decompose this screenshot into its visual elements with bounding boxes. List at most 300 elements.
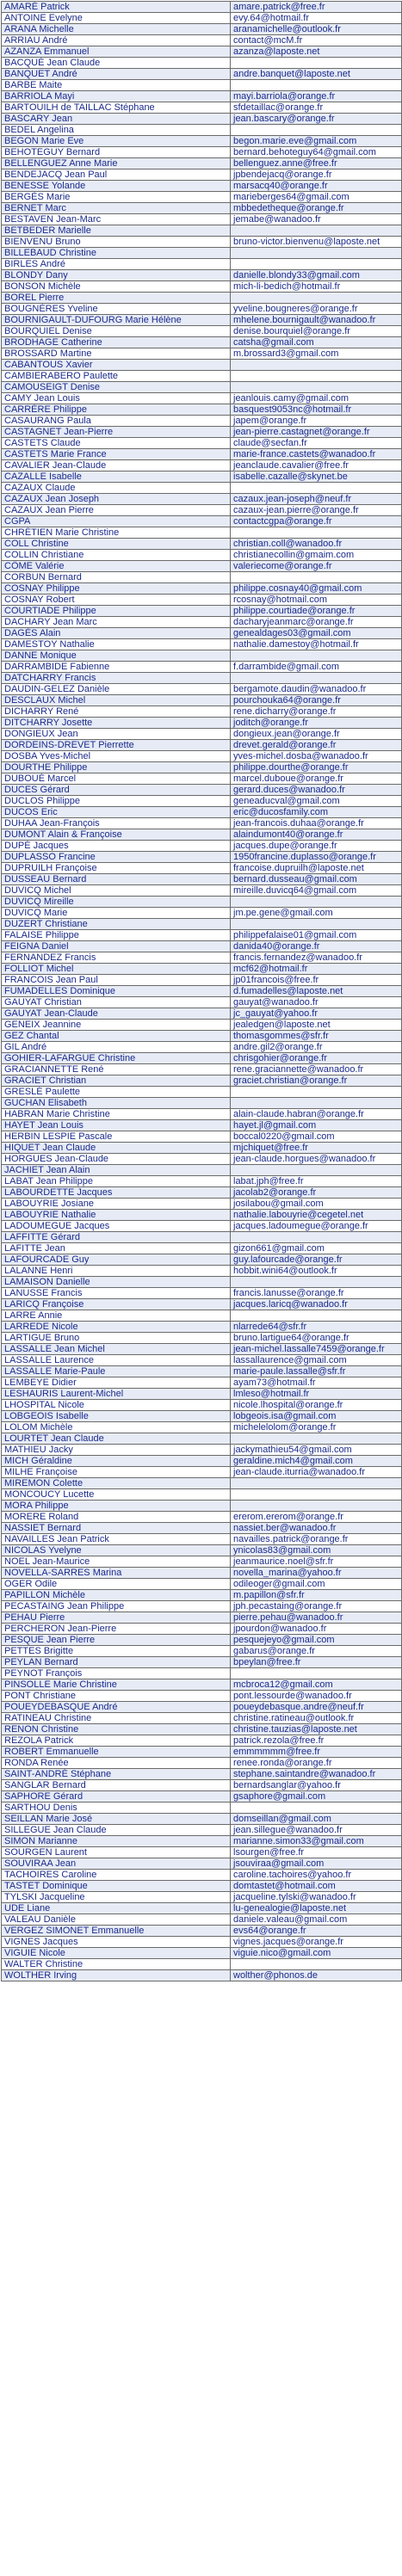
table-row (2, 91, 402, 102)
contact-name: SOUVIRAA Jean (2, 1858, 231, 1870)
contact-email: d.fumadelles@laposte.net (231, 986, 402, 997)
contact-email: yves-michel.dosba@wanadoo.fr (231, 751, 402, 762)
contact-email: marcel.duboue@orange.fr (231, 773, 402, 785)
contact-name: DUCES Gérard (2, 785, 231, 796)
contact-email: geraldine.mich4@gmail.com (231, 1456, 402, 1467)
contact-name: LASSALLE Jean Michel (2, 1344, 231, 1355)
table-row (2, 1322, 402, 1333)
contact-email: patrick.rezola@free.fr (231, 1735, 402, 1747)
contact-email: evy.64@hotmail.fr (231, 13, 402, 24)
table-row (2, 203, 402, 214)
contact-name: BARRIOLA Mayi (2, 91, 231, 102)
table-row (2, 1948, 402, 1959)
contact-email (231, 1501, 402, 1512)
contact-name: BROSSARD Martine (2, 348, 231, 360)
contact-name: BASCARY Jean (2, 114, 231, 125)
contact-name: LALANNE Henri (2, 1266, 231, 1277)
contact-name: FERNANDEZ Francis (2, 952, 231, 964)
table-row (2, 1825, 402, 1836)
contact-email: thomasgommes@sfr.fr (231, 1031, 402, 1042)
contact-name: CAZAUX Jean Pierre (2, 505, 231, 516)
contact-email: eric@ducosfamily.com (231, 807, 402, 818)
contact-name: HORGUES Jean-Claude (2, 1154, 231, 1165)
table-row (2, 930, 402, 941)
table-row (2, 293, 402, 304)
contact-email: yveline.bougneres@orange.fr (231, 304, 402, 315)
table-row (2, 796, 402, 807)
contact-name: BENESSE Yolande (2, 181, 231, 192)
contact-name: GAUYAT Christian (2, 997, 231, 1008)
contact-email: mbbedetheque@orange.fr (231, 203, 402, 214)
contact-email: mayi.barriola@orange.fr (231, 91, 402, 102)
contact-email: contactcgpa@orange.fr (231, 516, 402, 527)
contact-email: geneaducval@gmail.com (231, 796, 402, 807)
contact-email: jpbendejacq@orange.fr (231, 169, 402, 181)
contact-email: odileoger@gmail.com (231, 1579, 402, 1590)
contact-name: LARTIGUE Bruno (2, 1333, 231, 1344)
table-row (2, 181, 402, 192)
contact-name: BARTOUILH de TAILLAC Stéphane (2, 102, 231, 114)
contact-name: BEDEL Angelina (2, 125, 231, 136)
contact-email: contact@mcM.fr (231, 35, 402, 46)
contact-name: PONT Christiane (2, 1691, 231, 1702)
contact-name: PEYLAN Bernard (2, 1657, 231, 1668)
contact-email: m.brossard3@gmail.com (231, 348, 402, 360)
contact-name: DITCHARRY Josette (2, 718, 231, 729)
contact-email: emmmmmm@free.fr (231, 1747, 402, 1758)
contact-name: COURTIADE Philippe (2, 606, 231, 617)
table-row (2, 1053, 402, 1064)
contact-name: GRACIANNETTE René (2, 1064, 231, 1075)
table-row (2, 1232, 402, 1243)
contact-email (231, 1232, 402, 1243)
table-row (2, 2, 402, 13)
contact-name: CORBUN Bernard (2, 572, 231, 583)
table-row (2, 1299, 402, 1310)
table-row (2, 1914, 402, 1926)
contact-name: BANQUET André (2, 69, 231, 80)
contact-name: COLLIN Christiane (2, 550, 231, 561)
contact-name: CAVALIER Jean-Claude (2, 460, 231, 471)
table-row (2, 807, 402, 818)
contact-name: CGPA (2, 516, 231, 527)
contact-email: 1950francine.duplasso@orange.fr (231, 852, 402, 863)
table-row (2, 1612, 402, 1624)
contact-name: LANUSSE Francis (2, 1288, 231, 1299)
table-row (2, 1870, 402, 1881)
contact-name: CASTETS Claude (2, 438, 231, 449)
contact-email (231, 225, 402, 237)
table-row (2, 1120, 402, 1131)
contact-email: jsouviraa@gmail.com (231, 1858, 402, 1870)
contact-email (231, 483, 402, 494)
table-row (2, 695, 402, 706)
contact-name: LAMAISON Danielle (2, 1277, 231, 1288)
contact-name: TACHOIRES Caroline (2, 1870, 231, 1881)
contact-name: CASTETS Marie France (2, 449, 231, 460)
table-row (2, 1411, 402, 1422)
table-row (2, 1545, 402, 1556)
contact-name: DAUDIN-GELEZ Danièle (2, 684, 231, 695)
contact-name: BIRLES André (2, 259, 231, 270)
contact-name: LABOUYRIE Nathalie (2, 1210, 231, 1221)
table-row (2, 1624, 402, 1635)
table-row (2, 35, 402, 46)
contact-name: DUVICQ Mireille (2, 897, 231, 908)
contact-email: pierre.pehau@wanadoo.fr (231, 1612, 402, 1624)
contact-name: LOBGEOIS Isabelle (2, 1411, 231, 1422)
contact-name: AMARÉ Patrick (2, 2, 231, 13)
table-row (2, 1377, 402, 1389)
contact-name: HERBIN LESPIE Pascale (2, 1131, 231, 1143)
contact-name: SILLEGUE Jean Claude (2, 1825, 231, 1836)
contact-email: pourchouka64@orange.fr (231, 695, 402, 706)
table-row (2, 1467, 402, 1478)
contact-name: DACHARY Jean Marc (2, 617, 231, 628)
table-row (2, 617, 402, 628)
contact-email: bruno-victor.bienvenu@laposte.net (231, 237, 402, 248)
contact-email: andre.gil2@orange.fr (231, 1042, 402, 1053)
contact-name: LABOUYRIE Josiane (2, 1199, 231, 1210)
table-row (2, 1433, 402, 1445)
contact-email: claude@secfan.fr (231, 438, 402, 449)
table-row (2, 471, 402, 483)
contact-email (231, 1478, 402, 1489)
contact-email: marie-france.castets@wanadoo.fr (231, 449, 402, 460)
contact-email: philippe.cosnay40@gmail.com (231, 583, 402, 595)
contact-email: rene.dicharry@orange.fr (231, 706, 402, 718)
contact-email: michelelolom@orange.fr (231, 1422, 402, 1433)
contact-name: SARTHOU Denis (2, 1803, 231, 1814)
contact-email: jacqueline.tylski@wanadoo.fr (231, 1892, 402, 1903)
table-row (2, 773, 402, 785)
contact-email: bergamote.daudin@wanadoo.fr (231, 684, 402, 695)
contact-email: guy.lafourcade@orange.fr (231, 1254, 402, 1266)
contact-email: jacques.laricq@wanadoo.fr (231, 1299, 402, 1310)
contact-name: TYLSKI Jacqueline (2, 1892, 231, 1903)
contact-name: BIENVENU Bruno (2, 237, 231, 248)
table-row (2, 1590, 402, 1601)
table-row (2, 505, 402, 516)
table-row (2, 281, 402, 293)
table-row (2, 539, 402, 550)
contact-email: isabelle.cazalle@skynet.be (231, 471, 402, 483)
contact-email: jean-claude.horgues@wanadoo.fr (231, 1154, 402, 1165)
table-row (2, 1131, 402, 1143)
contact-name: WALTER Christine (2, 1959, 231, 1970)
contact-email (231, 1087, 402, 1098)
contact-name: NICOLAS Yvelyne (2, 1545, 231, 1556)
table-row (2, 1042, 402, 1053)
table-row (2, 1534, 402, 1545)
contact-name: LARICQ Françoise (2, 1299, 231, 1310)
contact-name: COSNAY Robert (2, 595, 231, 606)
contact-email: poueydebasque.andre@neuf.fr (231, 1702, 402, 1713)
table-row (2, 438, 402, 449)
table-row (2, 863, 402, 874)
contact-email (231, 572, 402, 583)
contact-name: FRANCOIS Jean Paul (2, 975, 231, 986)
contact-name: HIQUET Jean Claude (2, 1143, 231, 1154)
table-row (2, 449, 402, 460)
table-row (2, 852, 402, 863)
table-row (2, 1970, 402, 1981)
contact-email: nlarrede64@sfr.fr (231, 1322, 402, 1333)
table-row (2, 58, 402, 69)
table-row (2, 751, 402, 762)
contact-email (231, 293, 402, 304)
contact-name: NOVELLA-SARRES Marina (2, 1568, 231, 1579)
contact-name: BENDEJACQ Jean Paul (2, 169, 231, 181)
contact-email: alaindumont40@orange.fr (231, 829, 402, 841)
contact-email: christine.tauzias@laposte.net (231, 1724, 402, 1735)
contact-name: LASSALLE Laurence (2, 1355, 231, 1366)
contact-email: marsacq40@orange.fr (231, 181, 402, 192)
contact-email (231, 1803, 402, 1814)
contact-name: LEMBEYE Didier (2, 1377, 231, 1389)
table-row (2, 606, 402, 617)
contact-email: vignes.jacques@orange.fr (231, 1937, 402, 1948)
contact-name: DUBOUÉ Marcel (2, 773, 231, 785)
contact-email: domtastet@hotmail.com (231, 1881, 402, 1892)
contact-name: VALEAU Danièle (2, 1914, 231, 1926)
contact-email: lobgeois.isa@gmail.com (231, 1411, 402, 1422)
table-row (2, 919, 402, 930)
table-row (2, 1254, 402, 1266)
contact-name: SIMON Marianne (2, 1836, 231, 1847)
contact-name: DATCHARRY Francis (2, 673, 231, 684)
table-row (2, 1635, 402, 1646)
contact-name: GUCHAN Elisabeth (2, 1098, 231, 1109)
contact-name: CAZAUX Jean Joseph (2, 494, 231, 505)
contact-email: philippefalaise01@gmail.com (231, 930, 402, 941)
contact-email: stephane.saintandre@wanadoo.fr (231, 1769, 402, 1780)
contact-email: francis.lanusse@orange.fr (231, 1288, 402, 1299)
contact-name: BARBE Maite (2, 80, 231, 91)
table-row (2, 1769, 402, 1780)
contact-name: DONGIEUX Jean (2, 729, 231, 740)
contact-email: joditch@orange.fr (231, 718, 402, 729)
contact-email (231, 527, 402, 539)
table-row (2, 102, 402, 114)
contact-name: CAZAUX Claude (2, 483, 231, 494)
contact-email (231, 1277, 402, 1288)
contact-email: jean-pierre.castagnet@orange.fr (231, 427, 402, 438)
table-row (2, 1199, 402, 1210)
table-row (2, 718, 402, 729)
table-row (2, 270, 402, 281)
table-row (2, 1333, 402, 1344)
contact-name: BESTAVEN Jean-Marc (2, 214, 231, 225)
contact-email: jackymathieu54@gmail.com (231, 1445, 402, 1456)
contact-email: cazaux.jean-joseph@neuf.fr (231, 494, 402, 505)
contact-name: BETBEDER Marielle (2, 225, 231, 237)
table-row (2, 1087, 402, 1098)
contact-email (231, 919, 402, 930)
contact-name: BRODHAGE Catherine (2, 337, 231, 348)
contact-name: REZOLA Patrick (2, 1735, 231, 1747)
contact-name: LARREDE Nicole (2, 1322, 231, 1333)
contact-name: BILLEBAUD Christine (2, 248, 231, 259)
contact-email: jemabe@wanadoo.fr (231, 214, 402, 225)
contact-name: NASSIET Bernard (2, 1523, 231, 1534)
contact-email: francoise.dupruilh@laposte.net (231, 863, 402, 874)
contact-name: GENEIX Jeannine (2, 1020, 231, 1031)
table-row (2, 1098, 402, 1109)
contact-name: RONDA Renée (2, 1758, 231, 1769)
contact-email: ayam73@hotmail.fr (231, 1377, 402, 1389)
contact-name: LASSALLE Marie-Paule (2, 1366, 231, 1377)
contact-name: LABOURDETTE Jacques (2, 1187, 231, 1199)
contact-email: mireille.duvicq64@gmail.com (231, 885, 402, 897)
table-row (2, 841, 402, 852)
contact-email: jean-claude.iturria@wanadoo.fr (231, 1467, 402, 1478)
contact-name: CASTAGNET Jean-Pierre (2, 427, 231, 438)
contact-name: FEIGNA Daniel (2, 941, 231, 952)
contact-name: LESHAURIS Laurent-Michel (2, 1389, 231, 1400)
contact-name: AZANZA Emmanuel (2, 46, 231, 58)
contact-name: SAPHORE Gérard (2, 1791, 231, 1803)
contact-name: CÔME Valérie (2, 561, 231, 572)
contact-name: BACQUÉ Jean Claude (2, 58, 231, 69)
contact-name: DUCLOS Philippe (2, 796, 231, 807)
contact-name: DAMESTOY Nathalie (2, 639, 231, 650)
table-row (2, 483, 402, 494)
contact-name: MATHIEU Jacky (2, 1445, 231, 1456)
contacts-table (1, 1, 402, 1981)
contact-name: DAGÈS Alain (2, 628, 231, 639)
contact-email: marianne.simon33@gmail.com (231, 1836, 402, 1847)
contact-name: DORDEINS-DREVET Pierrette (2, 740, 231, 751)
contact-name: BOURQUIEL Denise (2, 326, 231, 337)
contact-email: bellenguez.anne@free.fr (231, 158, 402, 169)
contact-email: jacques.dupe@orange.fr (231, 841, 402, 852)
contact-email: gsaphore@gmail.com (231, 1791, 402, 1803)
contact-name: GRESLÉ Paulette (2, 1087, 231, 1098)
contact-name: ARANA Michelle (2, 24, 231, 35)
table-row (2, 561, 402, 572)
contact-name: LHOSPITAL Nicole (2, 1400, 231, 1411)
table-row (2, 1892, 402, 1903)
contact-email: jph.pecastaing@orange.fr (231, 1601, 402, 1612)
contact-email: cazaux-jean.pierre@orange.fr (231, 505, 402, 516)
contact-name: BERGÈS Marie (2, 192, 231, 203)
table-row (2, 1176, 402, 1187)
contact-name: CAMBIERABERO Paulette (2, 371, 231, 382)
table-row (2, 595, 402, 606)
table-row (2, 460, 402, 471)
table-row (2, 706, 402, 718)
contact-name: LAFITTE Jean (2, 1243, 231, 1254)
table-row (2, 964, 402, 975)
table-row (2, 1489, 402, 1501)
contact-email: azanza@laposte.net (231, 46, 402, 58)
table-row (2, 147, 402, 158)
table-row (2, 1210, 402, 1221)
contact-name: POUEYDEBASQUE André (2, 1702, 231, 1713)
contact-email (231, 1310, 402, 1322)
contact-name: DOSBA Yves-Michel (2, 751, 231, 762)
contact-email: jean-francois.duhaa@orange.fr (231, 818, 402, 829)
contact-name: COSNAY Philippe (2, 583, 231, 595)
table-row (2, 1568, 402, 1579)
table-row (2, 1109, 402, 1120)
table-row (2, 527, 402, 539)
table-row (2, 1008, 402, 1020)
contact-name: JACHIET Jean Alain (2, 1165, 231, 1176)
table-row (2, 1881, 402, 1892)
contact-name: PAPILLON Michèle (2, 1590, 231, 1601)
table-row (2, 1400, 402, 1411)
table-row (2, 1791, 402, 1803)
contact-name: MIREMON Colette (2, 1478, 231, 1489)
contact-email: nassiet.ber@wanadoo.fr (231, 1523, 402, 1534)
contact-name: BEHOTEGUY Bernard (2, 147, 231, 158)
contact-name: SANGLAR Bernard (2, 1780, 231, 1791)
contact-name: DANNE Monique (2, 650, 231, 662)
table-row (2, 975, 402, 986)
contact-name: COLL Christine (2, 539, 231, 550)
table-row (2, 1243, 402, 1254)
contact-name: DUVICQ Marie (2, 908, 231, 919)
contact-name: PETTES Brigitte (2, 1646, 231, 1657)
table-row (2, 829, 402, 841)
table-row (2, 427, 402, 438)
contact-name: MORA Philippe (2, 1501, 231, 1512)
table-row (2, 1478, 402, 1489)
contact-email: mcf62@hotmail.fr (231, 964, 402, 975)
contact-email: jc_gauyat@yahoo.fr (231, 1008, 402, 1020)
table-row (2, 997, 402, 1008)
contact-name: ARRIAU André (2, 35, 231, 46)
contact-name: LADOUMEGUE Jacques (2, 1221, 231, 1232)
table-row (2, 639, 402, 650)
contact-email: daniele.valeau@gmail.com (231, 1914, 402, 1926)
contact-email: gabarus@orange.fr (231, 1646, 402, 1657)
contact-email: christine.ratineau@outlook.fr (231, 1713, 402, 1724)
contact-email: jacolab2@orange.fr (231, 1187, 402, 1199)
contact-name: PEHAU Pierre (2, 1612, 231, 1624)
contact-name: SEILLAN Marie José (2, 1814, 231, 1825)
contact-name: RENON Christine (2, 1724, 231, 1735)
contact-email: danielle.blondy33@gmail.com (231, 270, 402, 281)
contact-name: GIL André (2, 1042, 231, 1053)
contact-email: hayet.jl@gmail.com (231, 1120, 402, 1131)
table-row (2, 1803, 402, 1814)
contact-email: pont.lessourde@wanadoo.fr (231, 1691, 402, 1702)
contact-email: f.darrambide@gmail.com (231, 662, 402, 673)
table-row (2, 24, 402, 35)
contact-email: hobbit.wini64@outlook.fr (231, 1266, 402, 1277)
contact-email: jm.pe.gene@gmail.com (231, 908, 402, 919)
contact-email: christianecollin@gmaim.com (231, 550, 402, 561)
table-row (2, 628, 402, 639)
contact-name: DUPLASSO Francine (2, 852, 231, 863)
contact-name: MONCOUCY Lucette (2, 1489, 231, 1501)
contact-email (231, 1098, 402, 1109)
table-row (2, 1344, 402, 1355)
table-row (2, 908, 402, 919)
contact-email (231, 259, 402, 270)
contact-email: marieberges64@gmail.com (231, 192, 402, 203)
table-row (2, 1064, 402, 1075)
contact-name: LAFFITTE Gérard (2, 1232, 231, 1243)
contact-email: valeriecome@orange.fr (231, 561, 402, 572)
table-row (2, 1814, 402, 1825)
contact-email: begon.marie.eve@gmail.com (231, 136, 402, 147)
table-row (2, 382, 402, 393)
table-row (2, 1456, 402, 1467)
